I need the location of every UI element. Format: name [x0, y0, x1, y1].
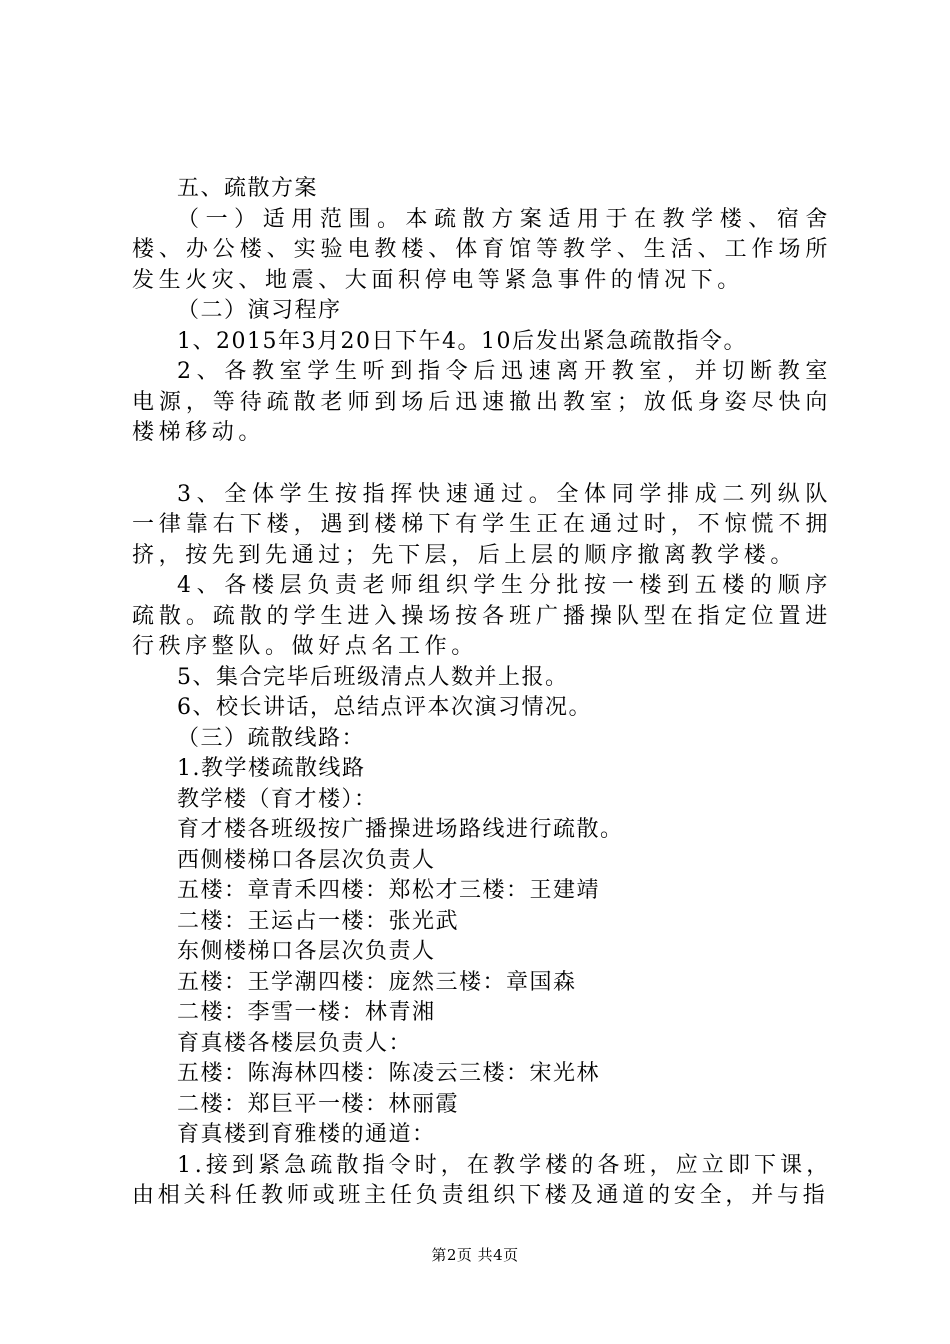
paragraph-scope: （一）适用范围。本疏散方案适用于在教学楼、宿舍楼、办公楼、实验电教楼、体育馆等教学、生活、工作场所发生火灾、地震、大面积停电等紧急事件的情况下。: [132, 206, 832, 293]
route-description: 育才楼各班级按广播操进场路线进行疏散。: [177, 817, 624, 842]
page-footer: 第2页 共4页: [431, 1246, 519, 1264]
subsection-heading-drill: （二）演习程序: [177, 298, 342, 323]
document-body: [132, 174, 832, 1212]
east-stairs-upper-floors: 五楼：王学潮四楼：庞然三楼：章国森: [177, 969, 577, 995]
yuzhen-lower-floors: 二楼：郑巨平一楼：林丽霞: [177, 1091, 460, 1117]
section-heading: 五、疏散方案: [177, 176, 319, 201]
passage-instruction: 1.接到紧急疏散指令时，在教学楼的各班，应立即下课，由相关科任教师或班主任负责组织下楼及通道的安全，并与指: [132, 1152, 832, 1208]
drill-step-4: 4、各楼层负责老师组织学生分批按一楼到五楼的顺序疏散。疏散的学生进入操场按各班广播操队型在指定位置进行秩序整队。做好点名工作。: [132, 573, 832, 659]
west-stairs-upper-floors: 五楼：章青禾四楼：郑松才三楼：王建靖: [177, 878, 601, 903]
route-heading: 1.教学楼疏散线路: [177, 756, 366, 781]
drill-step-1: 1、2015年3月20日下午4。10后发出紧急疏散指令。: [177, 328, 747, 354]
drill-step-2: 2、各教室学生听到指令后迅速离开教室，并切断教室电源，等待疏散老师到场后迅速撤出教室；放低身姿尽快向楼梯移动。: [132, 359, 832, 445]
drill-step-3: 3、全体学生按指挥快速通过。全体同学排成二列纵队一律靠右下楼，遇到楼梯下有学生正在通过时，不惊慌不拥挤，按先到先通过；先下层，后上层的顺序撤离教学楼。: [132, 481, 832, 568]
west-stairs-lower-floors: 二楼：王运占一楼：张光武: [177, 908, 460, 934]
yuzhen-building-heading: 育真楼各楼层负责人：: [177, 1030, 413, 1056]
drill-step-6: 6、校长讲话，总结点评本次演习情况。: [177, 695, 592, 720]
drill-step-5: 5、集合完毕后班级清点人数并上报。: [177, 664, 569, 690]
yuzhen-upper-floors: 五楼：陈海林四楼：陈凌云三楼：宋光林: [177, 1061, 601, 1086]
building-name: 教学楼（育才楼）：: [177, 786, 378, 812]
subsection-heading-routes: （三）疏散线路：: [177, 725, 366, 751]
east-stairs-heading: 东侧楼梯口各层次负责人: [177, 939, 436, 964]
west-stairs-heading: 西侧楼梯口各层次负责人: [177, 847, 436, 873]
passage-heading: 育真楼到育雅楼的通道：: [177, 1122, 436, 1147]
east-stairs-lower-floors: 二楼：李雪一楼：林青湘: [177, 1000, 436, 1025]
blank-line: [132, 449, 832, 480]
